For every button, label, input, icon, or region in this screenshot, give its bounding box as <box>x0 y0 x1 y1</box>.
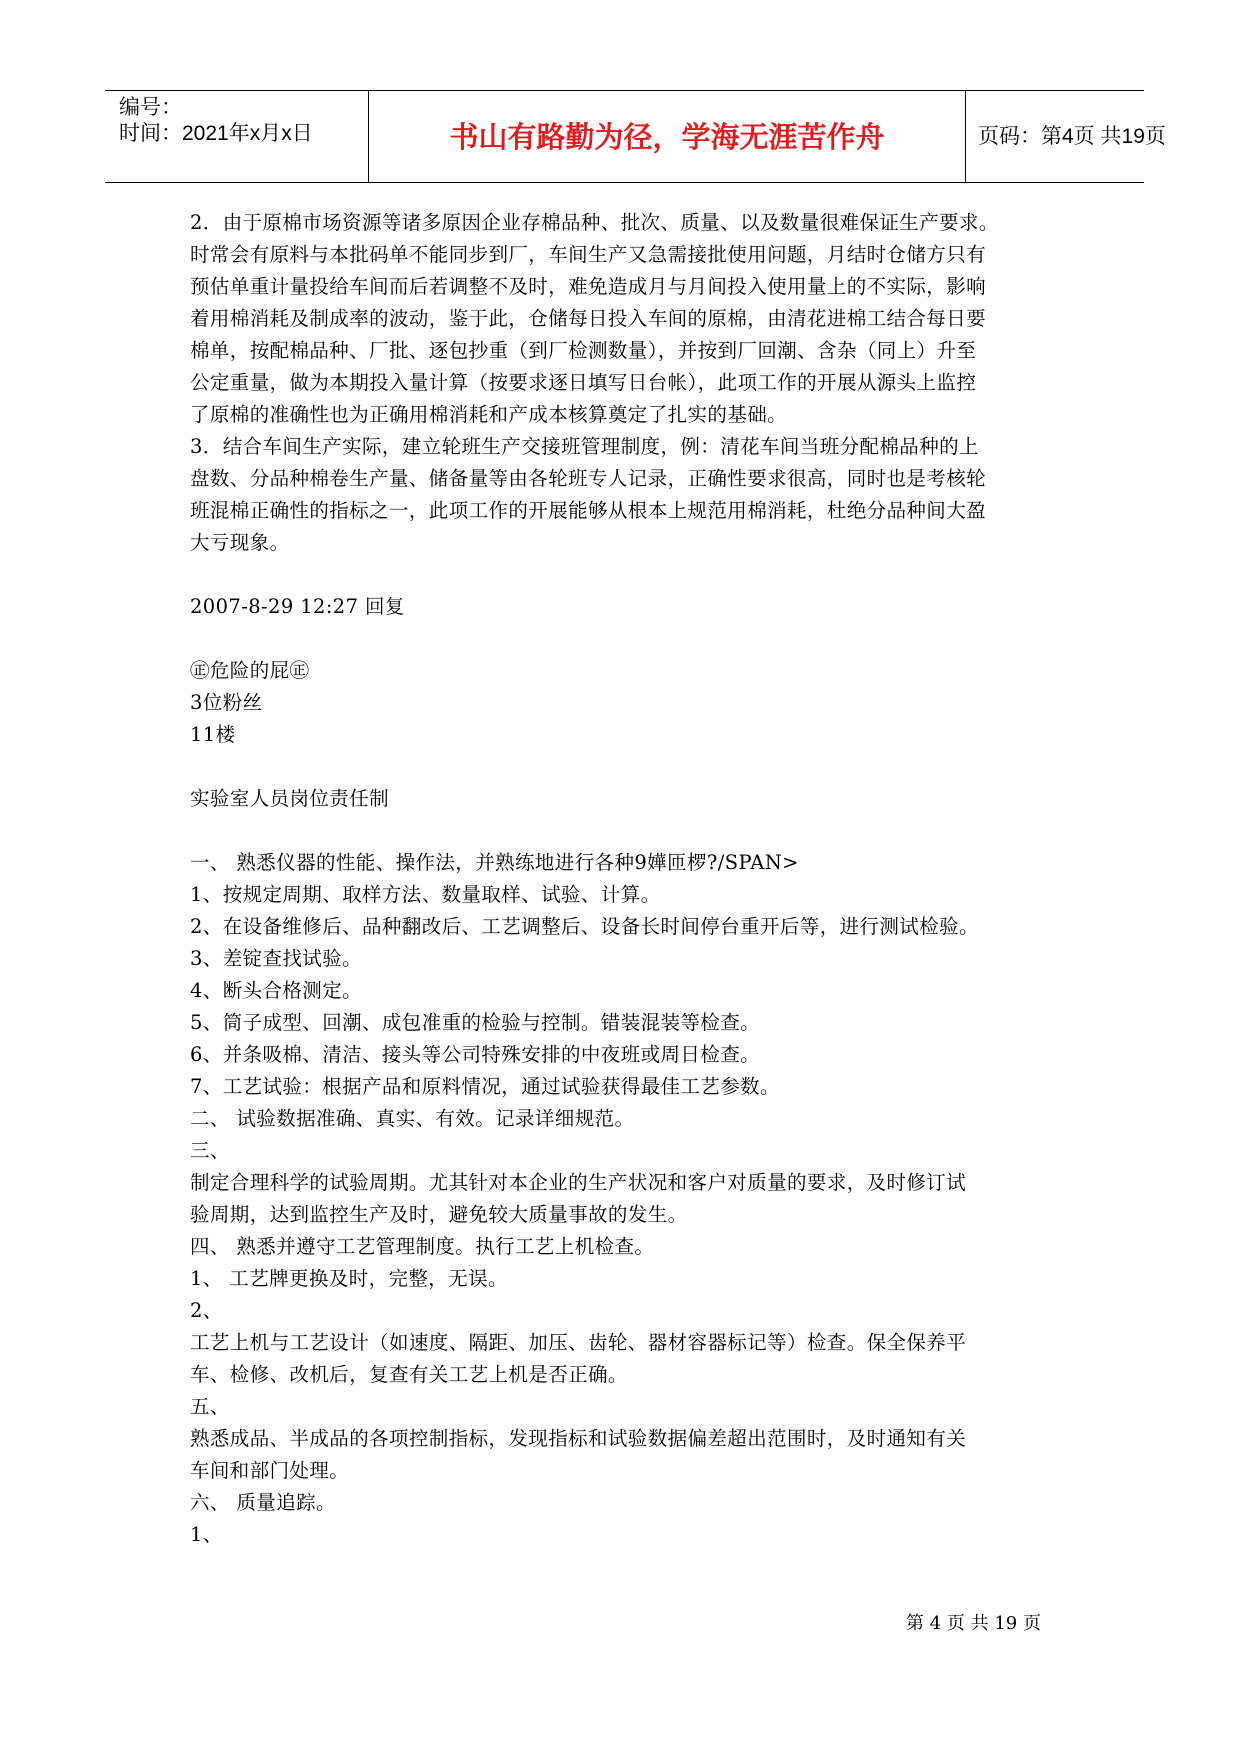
body-line: 熟悉成品、半成品的各项控制指标，发现指标和试验数据偏差超出范围时，及时通知有关 <box>190 1427 967 1450</box>
reply-timestamp: 2007-8-29 12:27 回复 <box>190 595 405 618</box>
header-motto: 书山有路勤为径，学海无涯苦作舟 <box>449 120 885 154</box>
body-line: 时常会有原料与本批码单不能同步到厂，车间生产又急需接批使用问题，月结时仓储方只有 <box>190 243 987 266</box>
body-line: 班混棉正确性的指标之一，此项工作的开展能够从根本上规范用棉消耗，杜绝分品种间大盈 <box>190 499 987 522</box>
body-line: 1、 工艺牌更换及时，完整，无误。 <box>190 1267 508 1290</box>
body-line: 五、 <box>190 1395 230 1418</box>
body-line: 4、断头合格测定。 <box>190 979 363 1002</box>
body-line: 公定重量，做为本期投入量计算（按要求逐日填写日台帐），此项工作的开展从源头上监控 <box>190 371 977 394</box>
body-line: 了原棉的准确性也为正确用棉消耗和产成本核算奠定了扎实的基础。 <box>190 403 788 426</box>
document-time-label: 时间：2021年x月x日 <box>119 122 313 145</box>
body-line: 二、 试验数据准确、真实、有效。记录详细规范。 <box>190 1107 635 1130</box>
body-line: 盘数、分品种棉卷生产量、储备量等由各轮班专人记录，正确性要求很高，同时也是考核轮 <box>190 467 987 490</box>
body-line: 1、 <box>190 1523 223 1546</box>
body-line: 预估单重计量投给车间而后若调整不及时，难免造成月与月间投入使用量上的不实际，影响 <box>190 275 987 298</box>
header-right-cell <box>966 91 1166 182</box>
body-line: 验周期，达到监控生产及时，避免较大质量事故的发生。 <box>190 1203 688 1226</box>
body-line: 5、筒子成型、回潮、成包准重的检验与控制。错装混装等检查。 <box>190 1011 761 1034</box>
body-line: 棉单，按配棉品种、厂批、逐包抄重（到厂检测数量），并按到厂回潮、含杂（同上）升至 <box>190 339 977 362</box>
poster-fans-count: 3位粉丝 <box>190 691 263 714</box>
document-number-label: 编号： <box>119 96 182 119</box>
section-title: 实验室人员岗位责任制 <box>190 787 390 810</box>
body-line: 2．由于原棉市场资源等诸多原因企业存棉品种、批次、质量、以及数量很难保证生产要求。 <box>190 211 999 234</box>
body-line: 3、差锭查找试验。 <box>190 947 363 970</box>
header-middle-cell <box>369 91 966 182</box>
body-line: 四、 熟悉并遵守工艺管理制度。执行工艺上机检查。 <box>190 1235 655 1258</box>
header-left-cell <box>105 91 369 182</box>
poster-username: ㊣危险的屁㊣ <box>190 659 310 682</box>
page-header <box>105 90 1166 183</box>
body-line: 着用棉消耗及制成率的波动，鉴于此，仓储每日投入车间的原棉，由清花进棉工结合每日要 <box>190 307 987 330</box>
body-line: 2、 <box>190 1299 223 1322</box>
body-line: 6、并条吸棉、清洁、接头等公司特殊安排的中夜班或周日检查。 <box>190 1043 761 1066</box>
body-line: 大亏现象。 <box>190 531 290 554</box>
body-line: 工艺上机与工艺设计（如速度、隔距、加压、齿轮、器材容器标记等）检查。保全保养平 <box>190 1331 967 1354</box>
body-line: 一、 熟悉仪器的性能、操作法，并熟练地进行各种9嬅匝椤?/SPAN> <box>190 851 799 874</box>
body-line: 2、在设备维修后、品种翻改后、工艺调整后、设备长时间停台重开后等，进行测试检验。 <box>190 915 979 938</box>
body-line: 1、按规定周期、取样方法、数量取样、试验、计算。 <box>190 883 661 906</box>
header-page-info: 页码：第4页 共19页 <box>978 125 1166 148</box>
floor-number: 11楼 <box>190 723 236 746</box>
body-line: 3．结合车间生产实际，建立轮班生产交接班管理制度，例：清花车间当班分配棉品种的上 <box>190 435 979 458</box>
body-line: 车、检修、改机后，复查有关工艺上机是否正确。 <box>190 1363 628 1386</box>
body-line: 7、工艺试验：根据产品和原料情况，通过试验获得最佳工艺参数。 <box>190 1075 780 1098</box>
page-footer: 第 4 页 共 19 页 <box>906 1613 1041 1634</box>
body-line: 三、 <box>190 1139 230 1162</box>
body-line: 制定合理科学的试验周期。尤其针对本企业的生产状况和客户对质量的要求，及时修订试 <box>190 1171 967 1194</box>
body-line: 车间和部门处理。 <box>190 1459 350 1482</box>
body-line: 六、 质量追踪。 <box>190 1491 336 1514</box>
